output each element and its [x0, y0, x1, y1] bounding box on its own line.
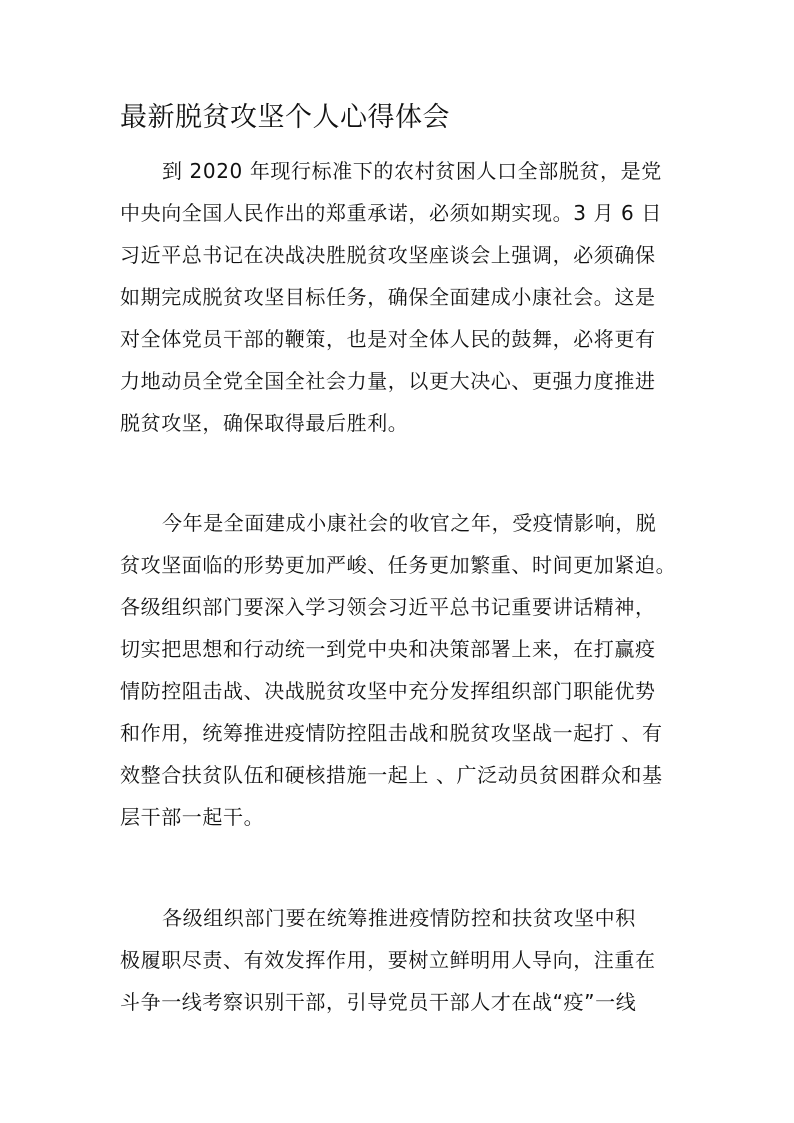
paragraph-line: 各级组织部门要深入学习领会习近平总书记重要讲话精神，	[120, 595, 656, 619]
paragraph-1	[120, 150, 680, 444]
paragraph-2	[120, 502, 680, 838]
paragraph-line: 贫攻坚面临的形势更加严峻、任务更加繁重、时间更加紧迫。	[120, 553, 677, 577]
paragraph-line: 如期完成脱贫攻坚目标任务，确保全面建成小康社会。这是	[120, 285, 656, 309]
paragraph-3	[120, 897, 680, 1023]
paragraph-line: 层干部一起干。	[120, 805, 265, 829]
paragraph-line: 对全体党员干部的鞭策，也是对全体人民的鼓舞，必将更有	[120, 327, 656, 351]
paragraph-line: 中央向全国人民作出的郑重承诺，必须如期实现。3 月 6 日	[120, 201, 662, 225]
paragraph-line: 效整合扶贫队伍和硬核措施一起上 、广泛动员贫困群众和基	[120, 763, 663, 787]
paragraph-line: 脱贫攻坚，确保取得最后胜利。	[120, 411, 409, 435]
paragraph-line: 习近平总书记在决战决胜脱贫攻坚座谈会上强调，必须确保	[120, 243, 656, 267]
paragraph-line: 力地动员全党全国全社会力量，以更大决心、更强力度推进	[120, 369, 656, 393]
paragraph-line: 切实把思想和行动统一到党中央和决策部署上来，在打赢疫	[120, 637, 656, 661]
paragraph-line: 各级组织部门要在统筹推进疫情防控和扶贫攻坚中积	[162, 906, 636, 930]
paragraph-line: 和作用，统筹推进疫情防控阻击战和脱贫攻坚战一起打 、有	[120, 721, 663, 745]
paragraph-line: 今年是全面建成小康社会的收官之年，受疫情影响，脱	[162, 511, 657, 535]
paragraph-line: 情防控阻击战、决战脱贫攻坚中充分发挥组织部门职能优势	[120, 679, 656, 703]
paragraph-line: 斗争一线考察识别干部，引导党员干部人才在战“疫”一线	[120, 990, 637, 1014]
paragraph-line: 到 2020 年现行标准下的农村贫困人口全部脱贫，是党	[162, 159, 662, 183]
paragraph-line: 极履职尽责、有效发挥作用，要树立鲜明用人导向，注重在	[120, 948, 656, 972]
document-title: 最新脱贫攻坚个人心得体会	[120, 102, 450, 133]
